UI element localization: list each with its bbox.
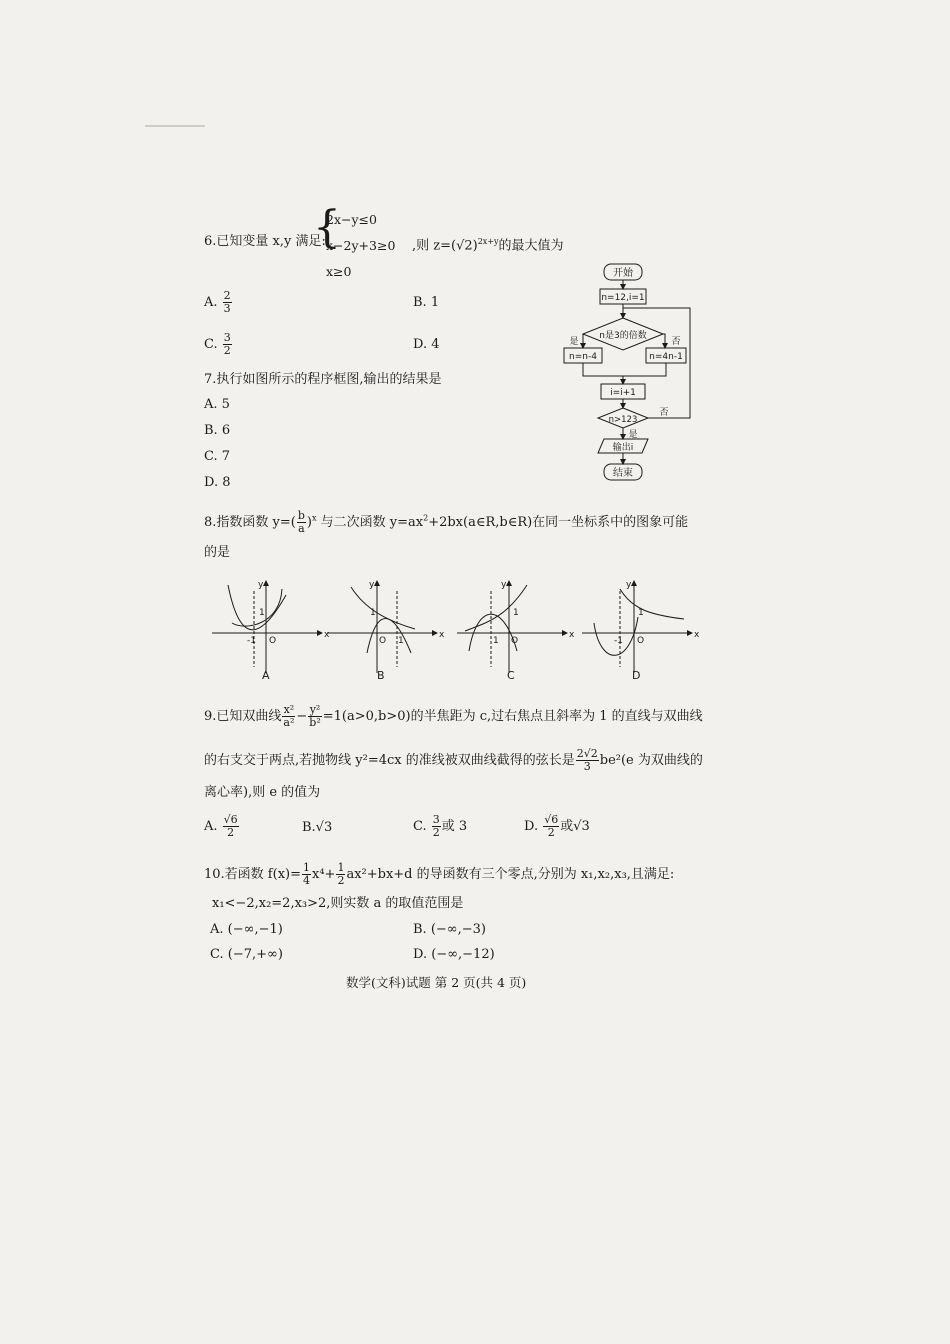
q10-stem-b: x⁴+ — [312, 867, 336, 882]
q7-stem: 7.执行如图所示的程序框图,输出的结果是 — [204, 372, 442, 387]
q9-minus: − — [296, 709, 308, 724]
flow-right-label: n=4n-1 — [649, 352, 683, 362]
q9-option-c-label: C. — [413, 819, 427, 834]
tick-neg-one: -1 — [614, 636, 623, 646]
q9-option-d-frac — [543, 814, 559, 839]
origin-label: O — [511, 636, 519, 646]
q6-option-c-label: C. — [204, 337, 218, 352]
frac-den: 2 — [227, 826, 235, 839]
frac-den: b² — [309, 716, 321, 729]
q8-graph-b — [325, 575, 445, 680]
q8-stem-d: +2bx(a∈R,b∈R)在同一坐标系中的图象可能 — [428, 515, 689, 530]
frac-den: 2 — [432, 826, 440, 839]
frac-num: 3 — [223, 331, 231, 344]
graph-label-b: B — [377, 669, 385, 680]
q9-stem-line1 — [204, 704, 703, 729]
frac-num: x² — [283, 703, 295, 716]
frac-den: 3 — [583, 760, 591, 773]
q9-option-c-tail: 或 3 — [441, 819, 468, 834]
q9-frac-1 — [282, 704, 295, 729]
q8-stem-c: 与二次函数 y=ax — [316, 515, 424, 530]
origin-label: O — [269, 636, 277, 646]
q6-tail: 的最大值为 — [498, 238, 564, 254]
q6-option-a-label: A. — [204, 295, 218, 310]
q9-frac-2 — [308, 704, 321, 729]
q10-option-c: C. (−7,+∞) — [210, 947, 283, 962]
origin-label: O — [379, 636, 387, 646]
q6-prefix: 6.已知变量 x,y 满足: — [204, 234, 326, 249]
q7-option-d: D. 8 — [204, 475, 231, 490]
q8-stem-a: 8.指数函数 y=( — [204, 515, 296, 530]
q6-brace: { — [313, 202, 341, 253]
q10-stem-c: ax²+bx+d 的导函数有三个零点,分别为 x₁,x₂,x₃,且满足: — [346, 867, 675, 882]
q6-option-a-frac — [223, 290, 232, 315]
graph-label-a: A — [262, 669, 270, 680]
axis-x-label: x — [569, 630, 575, 640]
q9-option-a-label: A. — [204, 819, 218, 834]
frac-num: 3 — [432, 813, 440, 826]
tick-one: 1 — [259, 608, 265, 618]
q6-option-d: D. 4 — [413, 337, 440, 352]
q6-exponent: 2x+y — [477, 237, 499, 246]
frac-den: 4 — [303, 874, 310, 887]
frac-num: y² — [309, 703, 321, 716]
graph-label-c: C — [507, 669, 515, 680]
tick-one-x: 1 — [493, 636, 499, 646]
tick-one: 1 — [513, 608, 519, 618]
q9-line2-a: 的右支交于两点,若抛物线 y²=4cx 的准线被双曲线截得的弦长是 — [204, 753, 575, 768]
q6-option-a — [204, 290, 233, 315]
q7-option-c: C. 7 — [204, 449, 231, 464]
axis-y-label: y — [369, 580, 375, 590]
flow-no1-label: 否 — [671, 337, 681, 347]
q6-option-b: B. 1 — [413, 295, 440, 310]
flow-yes1-label: 是 — [569, 337, 579, 347]
origin-label: O — [637, 636, 645, 646]
q6-option-c — [204, 332, 233, 357]
q6-suffix — [412, 234, 564, 254]
q9-stem-a: 9.已知双曲线 — [204, 709, 282, 724]
frac-num: 2√2 — [576, 747, 598, 760]
q9-line2-b: be²(e 为双曲线的 — [599, 753, 703, 768]
axis-y-label: y — [258, 580, 264, 590]
frac-den: 3 — [223, 302, 231, 315]
tick-one: 1 — [370, 608, 376, 618]
q8-stem-line2: 的是 — [204, 545, 231, 560]
q10-option-b: B. (−∞,−3) — [413, 922, 486, 937]
q9-stem-line3: 离心率),则 e 的值为 — [204, 785, 321, 800]
frac-num: 1 — [303, 861, 310, 874]
flow-yes2-label: 是 — [628, 430, 638, 440]
q9-option-a — [204, 814, 240, 839]
q8-stem-b: ) — [306, 515, 312, 530]
flow-end-label: 结束 — [613, 468, 633, 479]
q7-option-b: B. 6 — [204, 423, 231, 438]
q10-frac-1 — [302, 862, 311, 887]
q9-option-d — [524, 814, 590, 839]
q6-constraint-1: 2x−y≤0 — [326, 212, 377, 227]
page-footer: 数学(文科)试题 第 2 页(共 4 页) — [346, 975, 527, 990]
tick-neg-one: -1 — [247, 636, 256, 646]
frac-num: √6 — [223, 813, 238, 826]
axis-x-label: x — [324, 630, 330, 640]
tick-one-x: 1 — [398, 636, 404, 646]
frac-den: a — [298, 522, 305, 535]
q10-stem-a: 10.若函数 f(x)= — [204, 867, 301, 882]
flow-cond1-label: n是3的倍数 — [599, 331, 647, 341]
q6-z-expr: ,则 z=(√2) — [412, 238, 478, 254]
q9-stem-b: =1(a>0,b>0)的半焦距为 c,过右焦点且斜率为 1 的直线与双曲线 — [322, 709, 703, 724]
q9-stem-line2 — [204, 748, 703, 773]
flow-init-label: n=12,i=1 — [601, 293, 645, 303]
q9-option-b: B.√3 — [302, 820, 333, 835]
axis-x-label: x — [439, 630, 445, 640]
q6-constraint-2: x−2y+3≥0 — [326, 238, 396, 253]
frac-den: a² — [283, 716, 295, 729]
q9-option-c-frac — [432, 814, 441, 839]
q8-sq: 2 — [423, 513, 429, 523]
frac-num: 1 — [337, 861, 345, 874]
q6-option-c-frac — [223, 332, 232, 357]
flow-start-label: 开始 — [613, 268, 633, 279]
q10-stem-line1 — [204, 862, 674, 887]
flowchart — [560, 258, 705, 488]
q10-frac-2 — [336, 862, 345, 887]
frac-den: 2 — [223, 344, 231, 357]
flow-incr-label: i=i+1 — [610, 388, 636, 398]
graph-label-d: D — [632, 669, 641, 680]
q9-option-d-tail: 或√3 — [560, 819, 590, 834]
axis-y-label: y — [501, 580, 507, 590]
tick-one: 1 — [638, 608, 644, 618]
q9-option-d-label: D. — [524, 819, 539, 834]
axis-x-label: x — [694, 630, 700, 640]
frac-num: b — [297, 509, 305, 522]
q8-exp: x — [311, 513, 317, 523]
q9-option-c — [413, 814, 467, 839]
frac-num: 2 — [223, 289, 231, 302]
q8-base-frac — [297, 510, 306, 535]
q8-graph-d — [580, 575, 700, 680]
frac-den: 2 — [547, 826, 555, 839]
q10-stem-line2: x₁<−2,x₂=2,x₃>2,则实数 a 的取值范围是 — [212, 896, 464, 911]
scan-artifact — [145, 125, 205, 127]
q10-option-d: D. (−∞,−12) — [413, 947, 495, 962]
q8-graph-a — [210, 575, 330, 680]
axis-y-label: y — [626, 580, 632, 590]
flow-output-label: 输出i — [612, 443, 634, 453]
q6-system — [326, 207, 395, 285]
q9-option-a-frac — [223, 814, 239, 839]
q8-graph-c — [455, 575, 575, 680]
q6-constraint-3: x≥0 — [326, 264, 352, 279]
q8-stem-line1 — [204, 510, 688, 535]
q7-option-a: A. 5 — [204, 397, 230, 412]
frac-den: 2 — [337, 874, 345, 887]
q9-frac-3 — [576, 748, 599, 773]
flow-no2-label: 否 — [659, 408, 669, 418]
frac-num: √6 — [544, 813, 559, 826]
q10-option-a: A. (−∞,−1) — [210, 922, 283, 937]
flow-left-label: n=n-4 — [569, 352, 597, 362]
flow-cond2-label: n>123 — [608, 415, 638, 425]
